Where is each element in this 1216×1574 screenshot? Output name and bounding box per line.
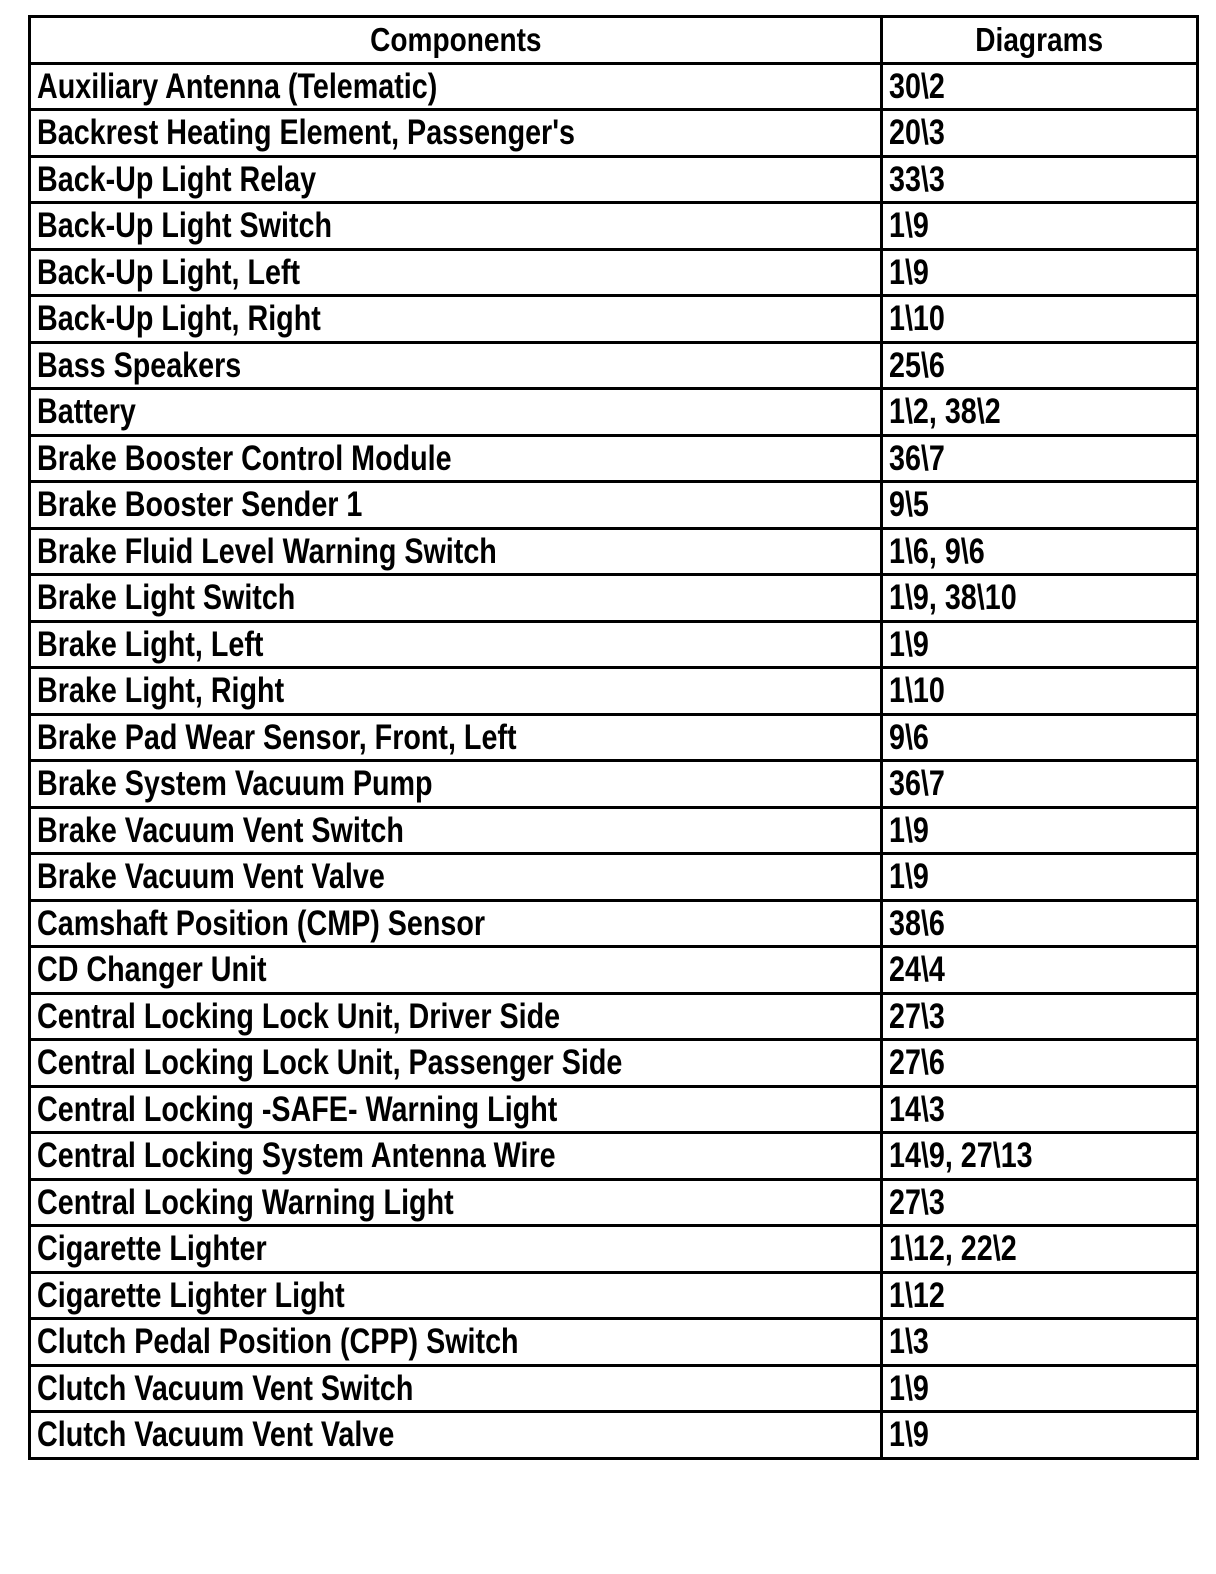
component-cell bbox=[30, 110, 882, 157]
table-row bbox=[30, 1086, 1198, 1133]
diagram-ref: 36\7 bbox=[889, 764, 945, 804]
component-name: Back-Up Light, Right bbox=[37, 299, 321, 339]
diagram-ref: 27\3 bbox=[889, 1182, 945, 1222]
diagram-cell bbox=[882, 668, 1198, 715]
table-row bbox=[30, 1133, 1198, 1180]
component-name: Brake Light Switch bbox=[37, 578, 296, 618]
component-name: Cigarette Lighter Light bbox=[37, 1275, 345, 1315]
table-row bbox=[30, 528, 1198, 575]
diagram-ref: 1\10 bbox=[889, 299, 945, 339]
diagram-cell bbox=[882, 1412, 1198, 1459]
diagram-ref: 30\2 bbox=[889, 66, 945, 106]
diagram-cell bbox=[882, 575, 1198, 622]
component-cell bbox=[30, 1040, 882, 1087]
component-name: Central Locking Warning Light bbox=[37, 1182, 454, 1222]
diagram-ref: 1\10 bbox=[889, 671, 945, 711]
diagram-ref: 25\6 bbox=[889, 345, 945, 385]
diagram-cell bbox=[882, 947, 1198, 994]
component-name: Bass Speakers bbox=[37, 345, 242, 385]
diagram-cell bbox=[882, 389, 1198, 436]
component-cell bbox=[30, 1272, 882, 1319]
diagram-ref: 1\9 bbox=[889, 252, 929, 292]
component-name: Central Locking Lock Unit, Driver Side bbox=[37, 996, 561, 1036]
header-diagrams-label: Diagrams bbox=[975, 21, 1104, 59]
diagram-cell bbox=[882, 1179, 1198, 1226]
component-name: Battery bbox=[37, 392, 136, 432]
component-name: Back-Up Light Switch bbox=[37, 206, 332, 246]
component-cell bbox=[30, 575, 882, 622]
diagram-ref: 24\4 bbox=[889, 950, 945, 990]
components-table-container bbox=[28, 15, 1196, 1460]
component-cell bbox=[30, 1133, 882, 1180]
diagram-cell bbox=[882, 342, 1198, 389]
diagram-cell bbox=[882, 528, 1198, 575]
component-cell bbox=[30, 1319, 882, 1366]
table-row bbox=[30, 1412, 1198, 1459]
table-row bbox=[30, 575, 1198, 622]
component-cell bbox=[30, 203, 882, 250]
table-row bbox=[30, 668, 1198, 715]
header-diagrams bbox=[882, 17, 1198, 64]
diagram-ref: 14\9, 27\13 bbox=[889, 1136, 1033, 1176]
component-name: Brake Booster Sender 1 bbox=[37, 485, 363, 525]
component-cell bbox=[30, 900, 882, 947]
table-row bbox=[30, 761, 1198, 808]
component-name: Cigarette Lighter bbox=[37, 1229, 267, 1269]
component-name: Clutch Pedal Position (CPP) Switch bbox=[37, 1322, 519, 1362]
diagram-cell bbox=[882, 621, 1198, 668]
component-name: Brake Pad Wear Sensor, Front, Left bbox=[37, 717, 517, 757]
component-name: Brake Booster Control Module bbox=[37, 438, 452, 478]
diagram-cell bbox=[882, 714, 1198, 761]
component-name: Central Locking Lock Unit, Passenger Side bbox=[37, 1043, 623, 1083]
component-cell bbox=[30, 1179, 882, 1226]
component-name: Clutch Vacuum Vent Valve bbox=[37, 1415, 395, 1455]
diagram-cell bbox=[882, 761, 1198, 808]
table-row bbox=[30, 1319, 1198, 1366]
component-cell bbox=[30, 389, 882, 436]
component-cell bbox=[30, 761, 882, 808]
component-name: Brake Vacuum Vent Valve bbox=[37, 857, 385, 897]
diagram-ref: 1\9 bbox=[889, 857, 929, 897]
diagram-ref: 1\2, 38\2 bbox=[889, 392, 1001, 432]
table-row bbox=[30, 203, 1198, 250]
components-diagrams-table bbox=[28, 15, 1199, 1460]
component-cell bbox=[30, 249, 882, 296]
diagram-ref: 1\9, 38\10 bbox=[889, 578, 1017, 618]
component-cell bbox=[30, 342, 882, 389]
diagram-ref: 1\9 bbox=[889, 624, 929, 664]
component-name: Backrest Heating Element, Passenger's bbox=[37, 113, 576, 153]
table-row bbox=[30, 807, 1198, 854]
diagram-cell bbox=[882, 900, 1198, 947]
table-header-row bbox=[30, 17, 1198, 64]
component-cell bbox=[30, 714, 882, 761]
diagram-cell bbox=[882, 249, 1198, 296]
component-name: Clutch Vacuum Vent Switch bbox=[37, 1368, 414, 1408]
component-cell bbox=[30, 296, 882, 343]
table-row bbox=[30, 1179, 1198, 1226]
table-row bbox=[30, 947, 1198, 994]
component-cell bbox=[30, 947, 882, 994]
component-name: Central Locking -SAFE- Warning Light bbox=[37, 1089, 558, 1129]
table-row bbox=[30, 714, 1198, 761]
table-row bbox=[30, 900, 1198, 947]
diagram-ref: 1\3 bbox=[889, 1322, 929, 1362]
diagram-ref: 1\9 bbox=[889, 810, 929, 850]
component-name: Brake Light, Left bbox=[37, 624, 264, 664]
component-cell bbox=[30, 1086, 882, 1133]
diagram-cell bbox=[882, 1133, 1198, 1180]
diagram-cell bbox=[882, 296, 1198, 343]
component-name: Back-Up Light, Left bbox=[37, 252, 301, 292]
diagram-ref: 1\12 bbox=[889, 1275, 945, 1315]
diagram-cell bbox=[882, 1272, 1198, 1319]
component-name: Brake Vacuum Vent Switch bbox=[37, 810, 404, 850]
component-cell bbox=[30, 156, 882, 203]
table-row bbox=[30, 1226, 1198, 1273]
component-cell bbox=[30, 1226, 882, 1273]
component-cell bbox=[30, 993, 882, 1040]
component-cell bbox=[30, 528, 882, 575]
table-row bbox=[30, 389, 1198, 436]
component-name: Back-Up Light Relay bbox=[37, 159, 317, 199]
diagram-cell bbox=[882, 1365, 1198, 1412]
component-name: CD Changer Unit bbox=[37, 950, 267, 990]
diagram-cell bbox=[882, 63, 1198, 110]
component-cell bbox=[30, 668, 882, 715]
component-cell bbox=[30, 854, 882, 901]
header-components-label: Components bbox=[369, 21, 542, 59]
component-name: Brake Fluid Level Warning Switch bbox=[37, 531, 497, 571]
diagram-cell bbox=[882, 435, 1198, 482]
component-cell bbox=[30, 63, 882, 110]
table-row bbox=[30, 1272, 1198, 1319]
component-cell bbox=[30, 1365, 882, 1412]
component-cell bbox=[30, 482, 882, 529]
table-row bbox=[30, 110, 1198, 157]
component-cell bbox=[30, 807, 882, 854]
diagram-ref: 27\6 bbox=[889, 1043, 945, 1083]
diagram-cell bbox=[882, 156, 1198, 203]
diagram-ref: 9\5 bbox=[889, 485, 929, 525]
diagram-cell bbox=[882, 807, 1198, 854]
diagram-cell bbox=[882, 1319, 1198, 1366]
diagram-cell bbox=[882, 110, 1198, 157]
table-body bbox=[30, 63, 1198, 1458]
header-components bbox=[30, 17, 882, 64]
table-row bbox=[30, 296, 1198, 343]
diagram-ref: 1\9 bbox=[889, 206, 929, 246]
diagram-ref: 1\12, 22\2 bbox=[889, 1229, 1017, 1269]
diagram-ref: 36\7 bbox=[889, 438, 945, 478]
table-row bbox=[30, 621, 1198, 668]
diagram-cell bbox=[882, 482, 1198, 529]
diagram-ref: 27\3 bbox=[889, 996, 945, 1036]
table-row bbox=[30, 993, 1198, 1040]
component-cell bbox=[30, 1412, 882, 1459]
component-cell bbox=[30, 621, 882, 668]
table-row bbox=[30, 435, 1198, 482]
diagram-ref: 9\6 bbox=[889, 717, 929, 757]
component-cell bbox=[30, 435, 882, 482]
diagram-ref: 14\3 bbox=[889, 1089, 945, 1129]
diagram-ref: 1\6, 9\6 bbox=[889, 531, 985, 571]
component-name: Auxiliary Antenna (Telematic) bbox=[37, 66, 438, 106]
table-row bbox=[30, 156, 1198, 203]
table-row bbox=[30, 342, 1198, 389]
table-row bbox=[30, 249, 1198, 296]
diagram-ref: 38\6 bbox=[889, 903, 945, 943]
diagram-ref: 33\3 bbox=[889, 159, 945, 199]
diagram-cell bbox=[882, 203, 1198, 250]
diagram-ref: 20\3 bbox=[889, 113, 945, 153]
table-row bbox=[30, 854, 1198, 901]
component-name: Camshaft Position (CMP) Sensor bbox=[37, 903, 486, 943]
component-name: Central Locking System Antenna Wire bbox=[37, 1136, 556, 1176]
diagram-cell bbox=[882, 854, 1198, 901]
table-row bbox=[30, 1040, 1198, 1087]
diagram-cell bbox=[882, 1226, 1198, 1273]
table-row bbox=[30, 63, 1198, 110]
diagram-ref: 1\9 bbox=[889, 1368, 929, 1408]
diagram-ref: 1\9 bbox=[889, 1415, 929, 1455]
diagram-cell bbox=[882, 1086, 1198, 1133]
diagram-cell bbox=[882, 1040, 1198, 1087]
component-name: Brake Light, Right bbox=[37, 671, 285, 711]
table-row bbox=[30, 1365, 1198, 1412]
table-row bbox=[30, 482, 1198, 529]
diagram-cell bbox=[882, 993, 1198, 1040]
component-name: Brake System Vacuum Pump bbox=[37, 764, 433, 804]
